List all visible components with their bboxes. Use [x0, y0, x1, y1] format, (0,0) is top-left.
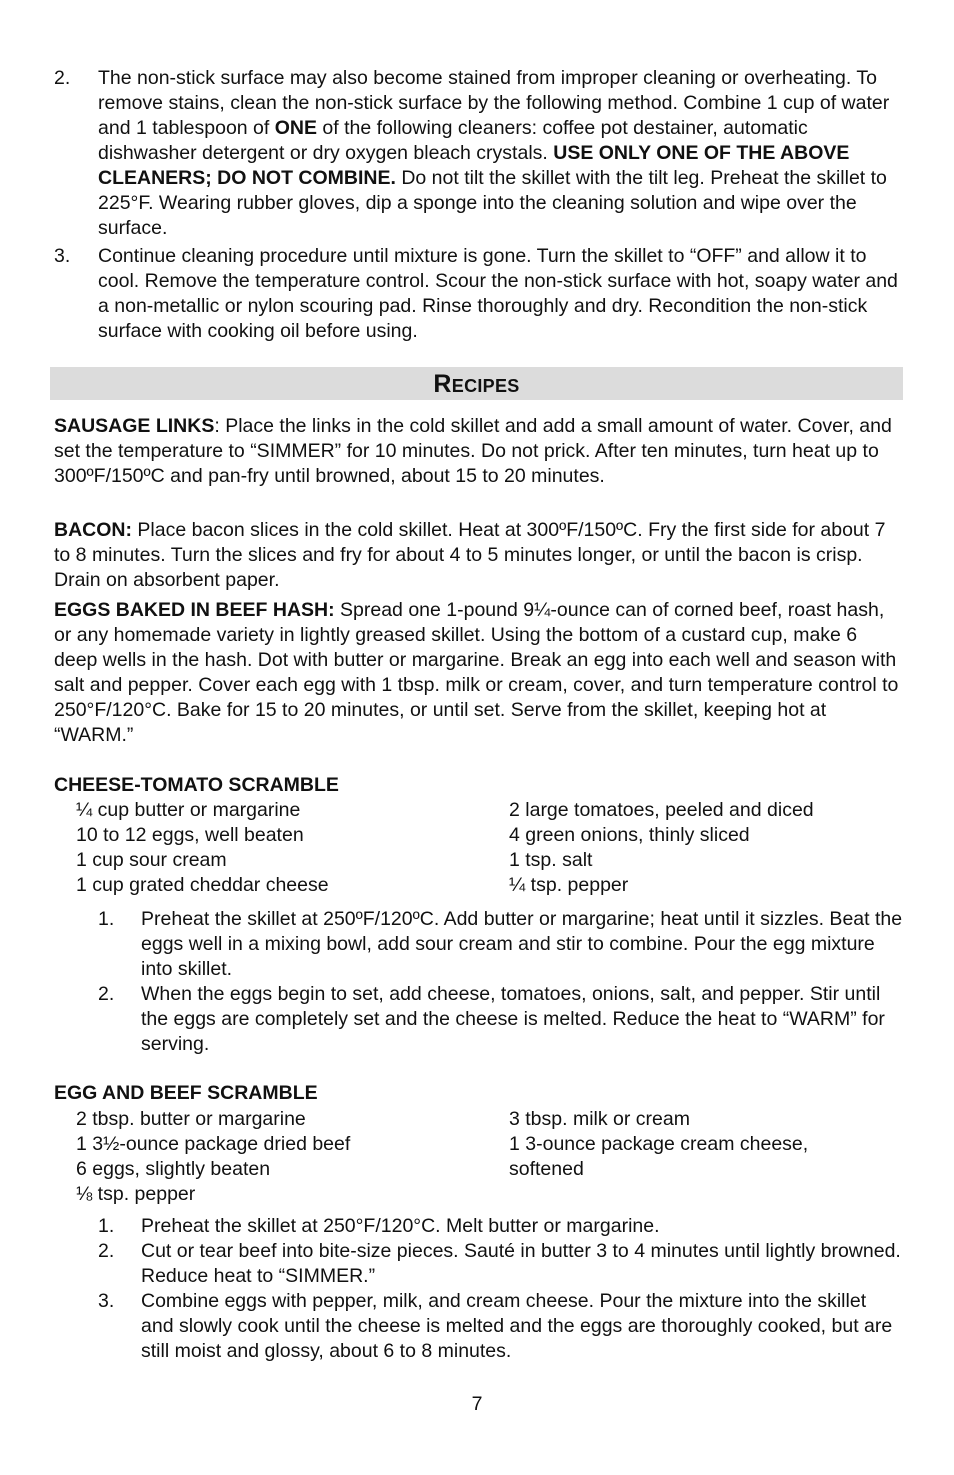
recipe-name: BACON: [54, 519, 132, 541]
ingredient: 2 large tomatoes, peeled and diced [509, 799, 814, 821]
cleaning-item-2 [54, 66, 904, 241]
recipe2-step-1 [98, 1214, 904, 1239]
recipe1-step-2 [98, 982, 904, 1057]
recipe-sausage-links: SAUSAGE LINKS: Place the links in the cold skillet and add a small amount of water. Cover, and set the temperature to “SIMMER” for 10 minutes. Do not prick. After ten minutes, turn heat up to 300ºF/150ºC and pan-fry until browned, about 15 to 20 minutes. [54, 415, 892, 487]
step-number: 2. [98, 1240, 115, 1262]
recipe2-step-3 [98, 1289, 904, 1364]
recipe-title-cheese-tomato-scramble: CHEESE-TOMATO SCRAMBLE [54, 774, 339, 796]
item-text: The non-stick surface may also become stained from improper cleaning or overheating. To remove stains, clean the non-stick surface by the following method. Combine 1 cup of water and 1 tablespoon of ONE of the following cleaners: coffee pot destainer, automatic dishwasher detergent or dry oxygen bleach crystals. USE ONLY ONE OF THE ABOVE CLEANERS; DO NOT COMBINE. Do not tilt the skillet with the tilt leg. Preheat the skillet to 225°F. Wearing rubber gloves, dip a sponge into the cleaning solution and wipe over the surface. [98, 67, 890, 239]
recipe-eggs-baked-in-beef-hash [54, 598, 904, 748]
section-title: RECIPES [433, 370, 520, 398]
ingredient: 2 tbsp. butter or margarine [76, 1108, 306, 1130]
step-text: Preheat the skillet at 250ºF/120ºC. Add butter or margarine; heat until it sizzles. Beat the eggs well in a mixing bowl, add sour cream and stir to combine. Pour the egg mixture into skillet. [141, 908, 903, 980]
recipe-bacon [54, 518, 904, 593]
step-text: When the eggs begin to set, add cheese, tomatoes, onions, salt, and pepper. Stir until the eggs are completely set and the cheese is melted. Reduce the heat to “WARM” for serving. [141, 983, 885, 1055]
ingredient: 1 3½-ounce package dried beef [76, 1133, 351, 1155]
section-heading-bar [50, 367, 903, 400]
recipe-name: SAUSAGE LINKS [54, 415, 215, 437]
cleaning-item-3 [54, 244, 904, 344]
ingredient: 3 tbsp. milk or cream [509, 1108, 690, 1130]
recipe-name: EGGS BAKED IN BEEF HASH: [54, 599, 335, 621]
step-number: 3. [98, 1290, 115, 1312]
ingredient: ¼ cup butter or margarine [76, 799, 301, 821]
ingredient: 1 3-ounce package cream cheese, [509, 1133, 809, 1155]
ingredient: 4 green onions, thinly sliced [509, 824, 750, 846]
ingredient: 1 tsp. salt [509, 849, 593, 871]
ingredient: 10 to 12 eggs, well beaten [76, 824, 304, 846]
step-number: 1. [98, 1215, 115, 1237]
emphasis-one: ONE [274, 117, 317, 139]
step-text: Combine eggs with pepper, milk, and cream cheese. Pour the mixture into the skillet and slowly cook until the cheese is melted and the eggs are thoroughly cooked, but are still moist and glossy, about 6 to 8 minutes. [141, 1290, 893, 1362]
page-number: 7 [471, 1393, 483, 1415]
ingredient: softened [509, 1158, 584, 1180]
warning-text: USE ONLY ONE OF THE ABOVE CLEANERS; DO NOT COMBINE. [98, 142, 850, 189]
item-number: 2. [54, 67, 71, 89]
recipe2-step-2 [98, 1239, 904, 1289]
recipe1-step-1 [98, 907, 904, 982]
ingredient: ⅛ tsp. pepper [76, 1183, 196, 1205]
ingredient: 6 eggs, slightly beaten [76, 1158, 271, 1180]
recipe-text: Spread one 1-pound 9¼-ounce can of corned beef, roast hash, or any homemade variety in lightly greased skillet. Using the bottom of a custard cup, make 6 deep wells in the hash. Dot with butter or margarine. Break an egg into each well and season with salt and pepper. Cover each egg with 1 tbsp. milk or cream, cover, and turn temperature control to 250°F/120°C. Bake for 15 to 20 minutes, or until set. Serve from the skillet, keeping hot at “WARM.” [54, 599, 899, 746]
item-text: Continue cleaning procedure until mixture is gone. Turn the skillet to “OFF” and allow it to cool. Remove the temperature control. Scour the non-stick surface with hot, soapy water and a non-metallic or nylon scouring pad. Rinse thoroughly and dry. Recondition the non-stick surface with cooking oil before using. [98, 245, 898, 342]
step-text: Cut or tear beef into bite-size pieces. Sauté in butter 3 to 4 minutes until lightly browned. Reduce heat to “SIMMER.” [141, 1240, 901, 1287]
ingredient: ¼ tsp. pepper [509, 874, 629, 896]
step-number: 1. [98, 908, 115, 930]
recipe-text: Place the links in the cold skillet and add a small amount of water. Cover, and set the temperature to “SIMMER” for 10 minutes. Do not prick. After ten minutes, turn heat up to 300ºF/150ºC and pan-fry until browned, about 15 to 20 minutes. [54, 415, 892, 487]
step-number: 2. [98, 983, 115, 1005]
step-text: Preheat the skillet at 250°F/120°C. Melt butter or margarine. [141, 1215, 660, 1237]
recipe-title-egg-and-beef-scramble: EGG AND BEEF SCRAMBLE [54, 1082, 318, 1104]
recipe-text: Place bacon slices in the cold skillet. Heat at 300ºF/150ºC. Fry the first side for about 7 to 8 minutes. Turn the slices and fry for about 4 to 5 minutes longer, or until the bacon is crisp. Drain on absorbent paper. [54, 519, 886, 591]
item-number: 3. [54, 245, 71, 267]
ingredient: 1 cup sour cream [76, 849, 227, 871]
ingredient: 1 cup grated cheddar cheese [76, 874, 329, 896]
